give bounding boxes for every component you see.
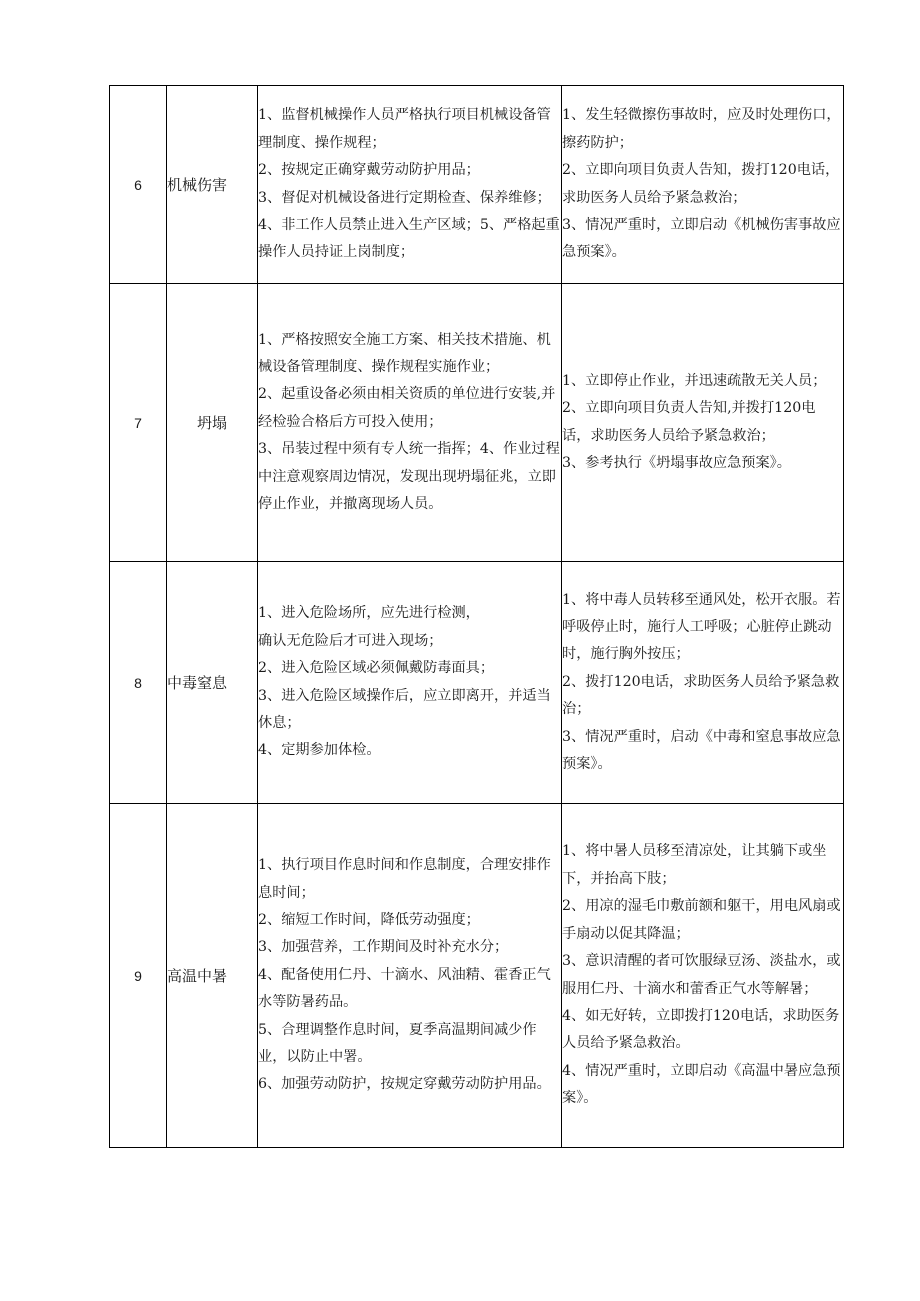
prevention-item: 2、按规定正确穿戴劳动防护用品；: [258, 162, 480, 179]
prevention-item: 2、进入危险区域必须佩戴防毒面具；: [258, 660, 495, 677]
row-number: 9: [110, 804, 167, 1148]
prevention-measures: [258, 86, 562, 284]
response-item: 2、立即向项目负责人告知,并拨打120电话，求助医务人员给予紧急救治；: [562, 400, 816, 444]
response-item: 1、将中暑人员移至清凉处，让其躺下或坐下，并抬高下肢；: [562, 843, 827, 887]
prevention-item: 3、吊装过程中须有专人统一指挥；4、作业过程中注意观察周边情况，发现出现坍塌征兆，立即停止作业，并撤离现场人员。: [258, 441, 560, 513]
prevention-measures: [258, 284, 562, 562]
response-item: 3、意识清醒的者可饮服绿豆汤、淡盐水，或服用仁丹、十滴水和蕾香正气水等解暑；: [562, 953, 841, 997]
prevention-measures: [258, 562, 562, 804]
response-measures: [562, 284, 844, 562]
hazard-type: 机械伤害: [167, 86, 258, 284]
response-measures: [562, 562, 844, 804]
response-item: 4、情况严重时，立即启动《高温中暑应急预案》。: [562, 1062, 841, 1107]
response-item: 3、情况严重时，启动《中毒和窒息事故应急预案》。: [562, 728, 841, 773]
response-item: 4、如无好转，立即拨打120电话，求助医务人员给予紧急救治。: [562, 1007, 840, 1052]
response-measures: [562, 86, 844, 284]
response-measures: [562, 804, 844, 1148]
hazard-measures-table: [109, 85, 844, 1148]
table-row: [110, 562, 844, 804]
prevention-item: 4、非工作人员禁止进入生产区域；5、严格起重操作人员持证上岗制度；: [258, 216, 560, 261]
response-item: 2、立即向项目负责人告知，拨打120电话，求助医务人员给予紧急救治；: [562, 162, 840, 206]
prevention-measures: [258, 804, 562, 1148]
prevention-item: 1、进入危险场所，应先进行检测，: [258, 605, 480, 622]
prevention-item: 4、配备使用仁丹、十滴水、风油精、霍香正气水等防暑药品。: [258, 966, 551, 1011]
prevention-item: 3、督促对机械设备进行定期检查、保养维修；: [258, 189, 551, 206]
row-number: 6: [110, 86, 167, 284]
prevention-item: 3、加强营养，工作期间及时补充水分；: [258, 939, 509, 956]
hazard-type: 坍塌: [167, 284, 258, 562]
response-item: 1、发生轻微擦伤事故时，应及时处理伤口，擦药防护；: [562, 107, 841, 151]
table-row: [110, 86, 844, 284]
row-number: 8: [110, 562, 167, 804]
prevention-item: 确认无危险后才可进入现场；: [258, 632, 443, 649]
response-item: 3、参考执行《坍塌事故应急预案》。: [562, 454, 791, 471]
hazard-type: 中毒窒息: [167, 562, 258, 804]
prevention-item: 1、严格按照安全施工方案、相关技术措施、机械设备管理制度、操作规程实施作业；: [258, 331, 551, 375]
table-row: [110, 804, 844, 1148]
response-item: 3、情况严重时，立即启动《机械伤害事故应急预案》。: [562, 216, 841, 261]
prevention-item: 3、进入危险区域操作后，应立即离开，并适当休息；: [258, 687, 551, 731]
row-number: 7: [110, 284, 167, 562]
response-item: 2、用凉的湿毛巾敷前额和躯干，用电风扇或手扇动以促其降温；: [562, 898, 841, 942]
response-item: 2、拨打120电话，求助医务人员给予紧急救治；: [562, 673, 840, 718]
prevention-item: 1、执行项目作息时间和作息制度，合理安排作息时间；: [258, 857, 551, 901]
hazard-type: 高温中暑: [167, 804, 258, 1148]
response-item: 1、立即停止作业，并迅速疏散无关人员；: [562, 372, 827, 389]
prevention-item: 1、监督机械操作人员严格执行项目机械设备管理制度、操作规程；: [258, 107, 551, 151]
prevention-item: 4、定期参加体检。: [258, 742, 381, 759]
prevention-item: 5、合理调整作息时间，夏季高温期间减少作业，以防止中署。: [258, 1021, 537, 1066]
prevention-item: 2、缩短工作时间，降低劳动强度；: [258, 911, 480, 928]
prevention-item: 6、加强劳动防护，按规定穿戴劳动防护用品。: [258, 1076, 551, 1093]
table-row: [110, 284, 844, 562]
prevention-item: 2、起重设备必须由相关资质的单位进行安装,并经检验合格后方可投入使用；: [258, 386, 556, 430]
response-item: 1、将中毒人员转移至通风处，松开衣服。若呼吸停止时，施行人工呼吸；心脏停止跳动时，施行胸外按压；: [562, 591, 841, 663]
